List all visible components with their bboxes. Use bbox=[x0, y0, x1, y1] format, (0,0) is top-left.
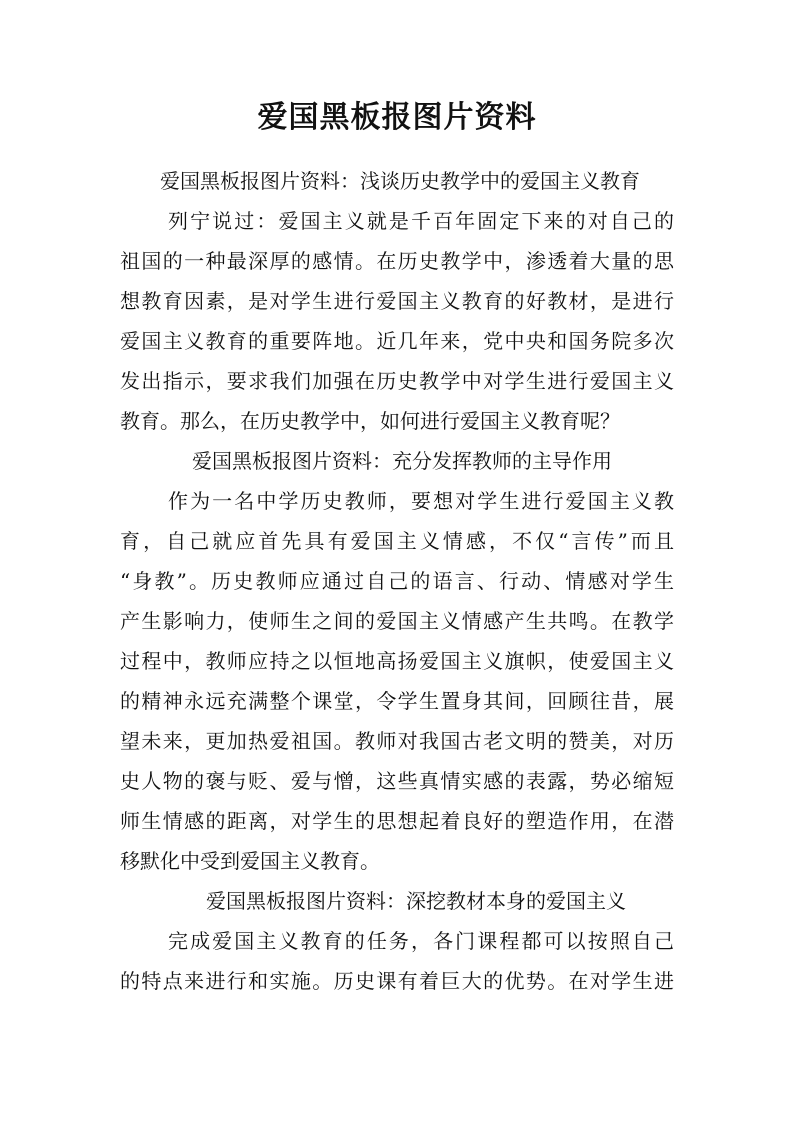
paragraph-line: 育，自己就应首先具有爱国主义情感，不仅“言传”而且 bbox=[120, 529, 674, 553]
section-2 bbox=[120, 441, 674, 881]
paragraph-line: 史人物的褒与贬、爱与憎，这些真情实感的表露，势必缩短 bbox=[120, 769, 674, 793]
paragraph-line: 师生情感的距离，对学生的思想起着良好的塑造作用，在潜 bbox=[120, 809, 674, 833]
paragraph-line: 移默化中受到爱国主义教育。 bbox=[120, 849, 380, 873]
paragraph-line: 祖国的一种最深厚的感情。在历史教学中，渗透着大量的思 bbox=[120, 249, 674, 273]
paragraph-line: 列宁说过：爱国主义就是千百年固定下来的对自己的 bbox=[168, 209, 674, 233]
section-heading: 爱国黑板报图片资料：浅谈历史教学中的爱国主义教育 bbox=[160, 169, 640, 193]
paragraph-line: 产生影响力，使师生之间的爱国主义情感产生共鸣。在教学 bbox=[120, 609, 674, 633]
paragraph-line: “身教”。历史教师应通过自己的语言、行动、情感对学生 bbox=[120, 569, 674, 593]
paragraph-line: 作为一名中学历史教师，要想对学生进行爱国主义教 bbox=[168, 489, 674, 513]
section-1 bbox=[120, 161, 674, 441]
section-3 bbox=[120, 881, 674, 1001]
section-heading: 爱国黑板报图片资料：深挖教材本身的爱国主义 bbox=[206, 889, 626, 913]
paragraph-line: 望未来，更加热爱祖国。教师对我国古老文明的赞美，对历 bbox=[120, 729, 674, 753]
paragraph-line: 完成爱国主义教育的任务，各门课程都可以按照自己 bbox=[168, 929, 674, 953]
paragraph-line: 的特点来进行和实施。历史课有着巨大的优势。在对学生进 bbox=[120, 969, 674, 993]
paragraph-line: 爱国主义教育的重要阵地。近几年来，党中央和国务院多次 bbox=[120, 329, 674, 353]
paragraph-line: 发出指示，要求我们加强在历史教学中对学生进行爱国主义 bbox=[120, 369, 674, 393]
section-heading: 爱国黑板报图片资料：充分发挥教师的主导作用 bbox=[192, 449, 612, 473]
document-title: 爱国黑板报图片资料 bbox=[257, 100, 537, 135]
paragraph-line: 的精神永远充满整个课堂，令学生置身其间，回顾往昔，展 bbox=[120, 689, 674, 713]
paragraph-line: 想教育因素，是对学生进行爱国主义教育的好教材，是进行 bbox=[120, 289, 674, 313]
paragraph-line: 过程中，教师应持之以恒地高扬爱国主义旗帜，使爱国主义 bbox=[120, 649, 674, 673]
paragraph-line: 教育。那么，在历史教学中，如何进行爱国主义教育呢？ bbox=[120, 409, 620, 433]
